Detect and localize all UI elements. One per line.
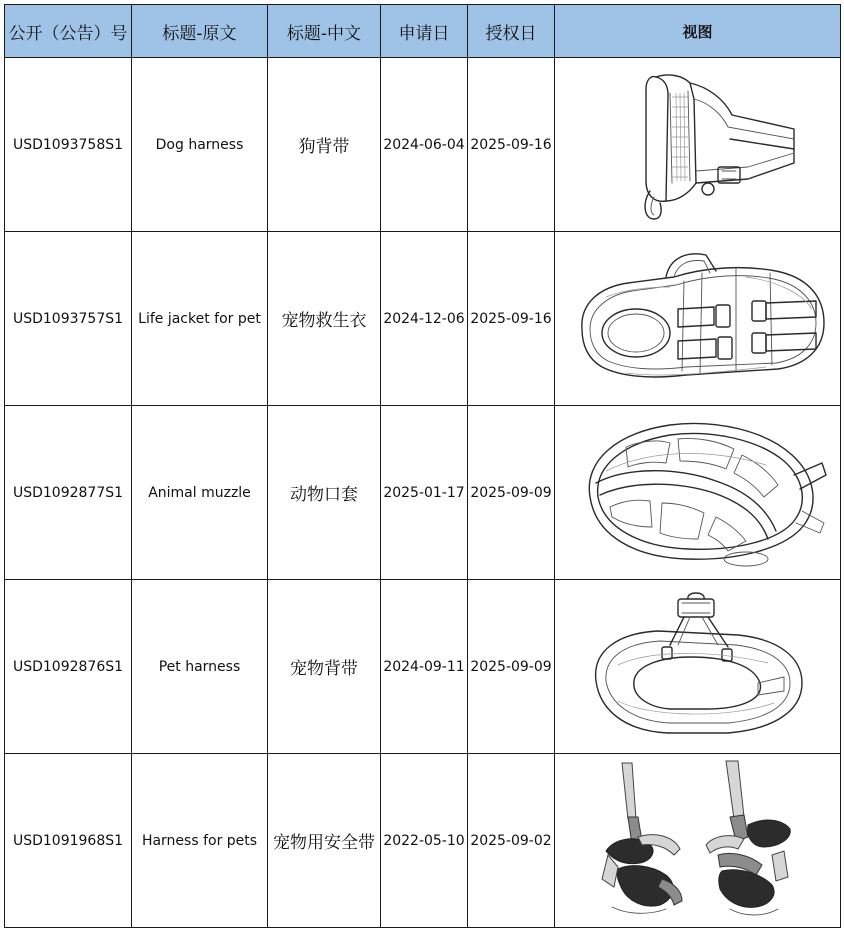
pet-harness-drawing-icon (578, 585, 818, 749)
header-title-en: 标题-原文 (132, 5, 268, 58)
animal-muzzle-drawing-icon (566, 411, 830, 575)
granted-date-cell: 2025-09-16 (468, 232, 555, 406)
header-pub-no: 公开（公告）号 (5, 5, 132, 58)
harness-for-pets-photo-icon (578, 759, 818, 923)
pub-no-cell: USD1091968S1 (5, 754, 132, 928)
title-cn-cell: 宠物用安全带 (268, 754, 381, 928)
view-cell (555, 754, 841, 928)
header-row (5, 5, 841, 58)
title-cn-cell: 宠物救生衣 (268, 232, 381, 406)
view-cell (555, 58, 841, 232)
filed-date-cell: 2024-12-06 (381, 232, 468, 406)
pub-no-cell: USD1093757S1 (5, 232, 132, 406)
pet-life-jacket-drawing-icon (566, 237, 830, 401)
table-row (5, 754, 841, 928)
dog-harness-drawing-icon (598, 63, 798, 227)
filed-date-cell: 2024-09-11 (381, 580, 468, 754)
title-en-cell: Pet harness (132, 580, 268, 754)
header-granted-date: 授权日 (468, 5, 555, 58)
pub-no-cell: USD1092876S1 (5, 580, 132, 754)
table-row (5, 58, 841, 232)
granted-date-cell: 2025-09-02 (468, 754, 555, 928)
granted-date-cell: 2025-09-09 (468, 406, 555, 580)
title-en-cell: Harness for pets (132, 754, 268, 928)
title-cn-cell: 狗背带 (268, 58, 381, 232)
filed-date-cell: 2022-05-10 (381, 754, 468, 928)
pub-no-cell: USD1092877S1 (5, 406, 132, 580)
filed-date-cell: 2025-01-17 (381, 406, 468, 580)
table-row (5, 580, 841, 754)
title-cn-cell: 动物口套 (268, 406, 381, 580)
header-filed-date: 申请日 (381, 5, 468, 58)
granted-date-cell: 2025-09-09 (468, 580, 555, 754)
view-cell (555, 406, 841, 580)
title-en-cell: Animal muzzle (132, 406, 268, 580)
table-row (5, 232, 841, 406)
title-cn-cell: 宠物背带 (268, 580, 381, 754)
granted-date-cell: 2025-09-16 (468, 58, 555, 232)
filed-date-cell: 2024-06-04 (381, 58, 468, 232)
header-view: 视图 (555, 5, 841, 58)
view-cell (555, 232, 841, 406)
patent-table (4, 4, 841, 928)
title-en-cell: Life jacket for pet (132, 232, 268, 406)
title-en-cell: Dog harness (132, 58, 268, 232)
view-cell (555, 580, 841, 754)
table-row (5, 406, 841, 580)
header-title-cn: 标题-中文 (268, 5, 381, 58)
pub-no-cell: USD1093758S1 (5, 58, 132, 232)
